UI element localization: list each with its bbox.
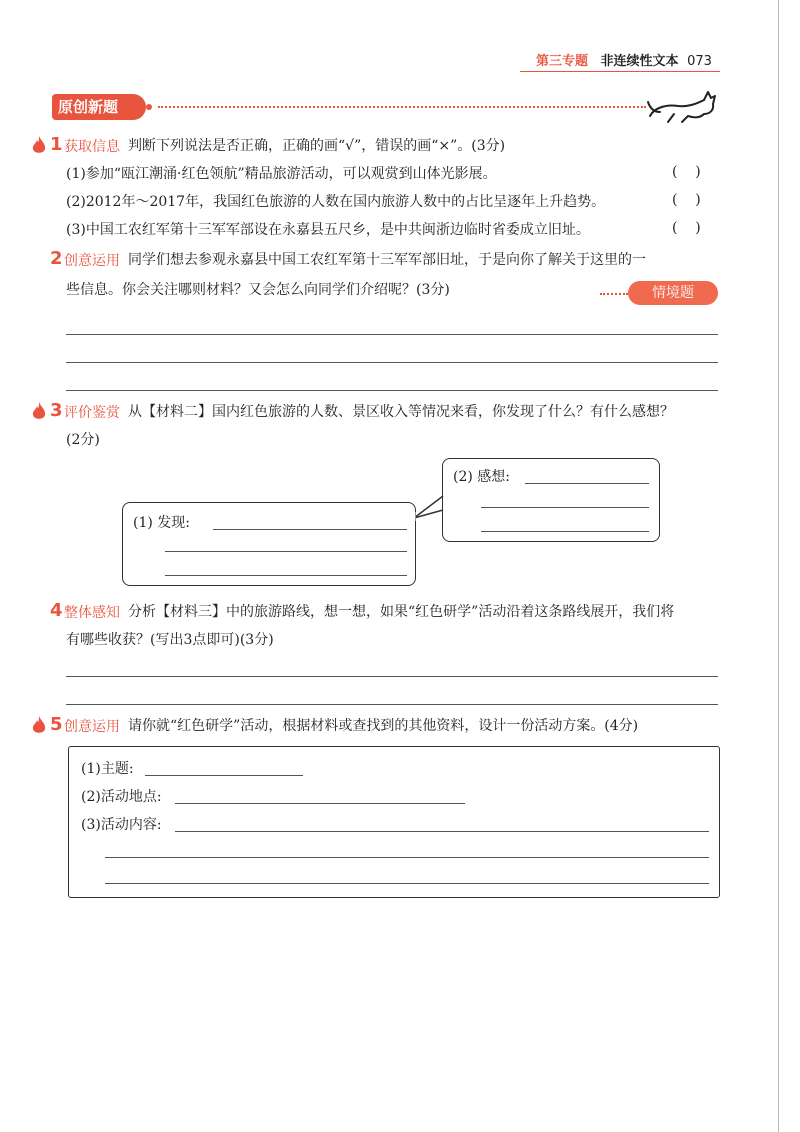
activity-plan-box [68,746,720,898]
q2-number: 2 [50,248,63,269]
cat-icon [644,86,720,126]
page-header [536,50,712,69]
banner-label [52,94,146,120]
q1-answer-2[interactable]: ( ) [672,192,701,208]
flame-icon [32,402,46,422]
scenario-badge-text: 情境题 [652,285,694,301]
q2-answer-line-3[interactable] [66,390,718,391]
discovery-line-3[interactable] [165,575,407,576]
q1-prompt: 判断下列说法是否正确，正确的画“√”，错误的画“×”。(3分) [128,138,506,154]
thoughts-line-2[interactable] [481,507,649,508]
banner-dot-icon [146,104,152,110]
plan-location-input[interactable] [175,803,465,804]
q2-answer-line-1[interactable] [66,334,718,335]
q1-answer-1[interactable]: ( ) [672,164,701,180]
q1-number: 1 [50,134,63,155]
q4-prompt-line1: 分析【材料三】中的旅游路线，想一想，如果“红色研学”活动沿着这条路线展开，我们将 [128,604,675,620]
q3-number: 3 [50,400,63,421]
plan-content-input-3[interactable] [105,883,709,884]
plan-content-input-1[interactable] [175,831,709,832]
badge-dotted-line [600,293,628,295]
q1-item-2: (2)2012年～2017年，我国红色旅游的人数在国内旅游人数中的占比呈逐年上升趋势。 [66,194,606,210]
q2-tag: 创意运用 [64,253,120,269]
q5-tag: 创意运用 [64,719,120,735]
q4-answer-line-2[interactable] [66,704,718,705]
bubble-connector [412,490,446,524]
banner-text: 原创新题 [58,98,119,116]
page-edge [778,0,779,1132]
header-title: 非连续性文本 [600,54,679,69]
discovery-line-2[interactable] [165,551,407,552]
scenario-badge [628,281,718,305]
q4-answer-line-1[interactable] [66,676,718,677]
q3-prompt-line2: (2分) [66,432,100,448]
thoughts-line-1[interactable] [525,483,649,484]
thoughts-line-3[interactable] [481,531,649,532]
q5-prompt: 请你就“红色研学”活动，根据材料或查找到的其他资料，设计一份活动方案。(4分) [128,718,639,734]
plan-content-label: (3)活动内容: [81,817,162,833]
q2-answer-line-2[interactable] [66,362,718,363]
q1-answer-3[interactable]: ( ) [672,220,701,236]
header-rule [520,71,720,72]
flame-icon [32,136,46,156]
q1-item-3: (3)中国工农红军第十三军军部设在永嘉县五尺乡，是中共闽浙边临时省委成立旧址。 [66,222,590,238]
q1-tag: 获取信息 [64,139,120,155]
q3-prompt-line1: 从【材料二】国内红色旅游的人数、景区收入等情况来看，你发现了什么？有什么感想？ [128,404,674,420]
plan-location-label: (2)活动地点: [81,789,162,805]
flame-icon [32,716,46,736]
plan-theme-input[interactable] [145,775,303,776]
q4-prompt-line2: 有哪些收获？(写出3点即可)(3分) [66,632,274,648]
q3-tag: 评价鉴赏 [64,405,120,421]
q2-prompt-line1: 同学们想去参观永嘉县中国工农红军第十三军军部旧址，于是向你了解关于这里的一 [128,252,646,268]
q1-item-1: (1)参加“瓯江潮涌·红色领航”精品旅游活动，可以观赏到山体光影展。 [66,166,497,182]
header-section: 第三专题 [536,54,589,69]
discovery-label: (1) 发现: [133,515,190,531]
q5-number: 5 [50,714,63,735]
q4-tag: 整体感知 [64,605,120,621]
discovery-bubble [122,502,416,586]
plan-content-input-2[interactable] [105,857,709,858]
thoughts-label: (2) 感想: [453,469,510,485]
thoughts-bubble [442,458,660,542]
page-number: 073 [687,54,712,69]
discovery-line-1[interactable] [213,529,407,530]
plan-theme-label: (1)主题: [81,761,134,777]
q2-prompt-line2: 些信息。你会关注哪则材料？又会怎么向同学们介绍呢？(3分) [66,282,450,298]
q4-number: 4 [50,600,63,621]
banner-dotted-line [158,106,646,108]
